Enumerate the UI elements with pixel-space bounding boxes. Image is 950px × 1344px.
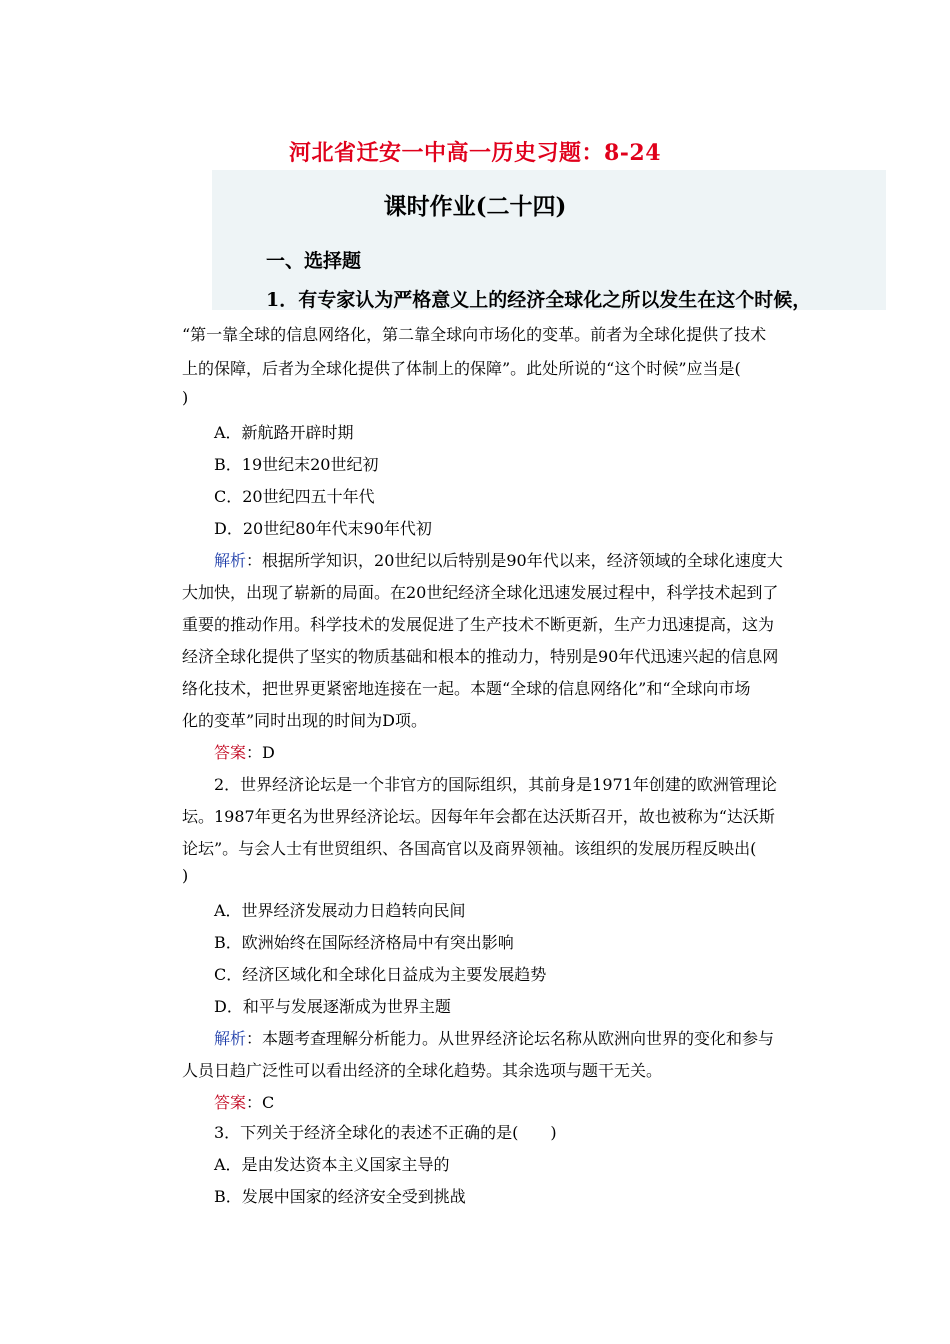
q2-analysis-line: 人员日趋广泛性可以看出经济的全球化趋势。其余选项与题干无关。 xyxy=(182,1061,663,1080)
q3-option-a: A．是由发达资本主义国家主导的 xyxy=(214,1155,450,1174)
answer-label: 答案 xyxy=(214,743,247,762)
q1-analysis-line: 重要的推动作用。科学技术的发展促进了生产技术不断更新，生产力迅速提高，这为 xyxy=(182,615,775,634)
q3-stem: 3．下列关于经济全球化的表述不正确的是( ) xyxy=(214,1123,557,1142)
analysis-label: 解析 xyxy=(214,1029,247,1048)
q1-answer xyxy=(214,740,275,763)
q1-option-a: A．新航路开辟时期 xyxy=(214,423,354,442)
answer-text: ：C xyxy=(246,1093,275,1112)
page-subtitle: 课时作业(二十四) xyxy=(383,193,567,220)
analysis-text: ：本题考查理解分析能力。从世界经济论坛名称从欧洲向世界的变化和参与 xyxy=(246,1029,775,1048)
q1-stem-line: “第一靠全球的信息网络化，第二靠全球向市场化的变革。前者为全球化提供了技术 xyxy=(182,325,767,344)
q1-stem-line: 上的保障，后者为全球化提供了体制上的保障”。此处所说的“这个时候”应当是( xyxy=(182,359,741,378)
analysis-text: ：根据所学知识，20世纪以后特别是90年代以来，经济领域的全球化速度大 xyxy=(246,551,783,570)
q1-analysis-line xyxy=(214,548,783,571)
q1-analysis-line: 大加快，出现了崭新的局面。在20世纪经济全球化迅速发展过程中，科学技术起到了 xyxy=(182,583,779,602)
q1-option-d: D．20世纪80年代末90年代初 xyxy=(214,519,432,538)
q2-stem-line: 论坛”。与会人士有世贸组织、各国高官以及商界领袖。该组织的发展历程反映出( xyxy=(182,839,757,858)
section-heading: 一、选择题 xyxy=(266,250,362,272)
q2-stem-line: ) xyxy=(182,866,189,885)
answer-label: 答案 xyxy=(214,1093,247,1112)
q2-stem-line: 2．世界经济论坛是一个非官方的国际组织，其前身是1971年创建的欧洲管理论 xyxy=(214,775,777,794)
q2-analysis-line xyxy=(214,1026,774,1049)
q2-option-a: A．世界经济发展动力日趋转向民间 xyxy=(214,901,466,920)
q1-analysis-line: 络化技术，把世界更紧密地连接在一起。本题“全球的信息网络化”和“全球向市场 xyxy=(182,679,751,698)
q2-stem-line: 坛。1987年更名为世界经济论坛。因每年年会都在达沃斯召开，故也被称为“达沃斯 xyxy=(182,807,775,826)
q1-option-b: B．19世纪末20世纪初 xyxy=(214,455,379,474)
q1-lead: 1．有专家认为严格意义上的经济全球化之所以发生在这个时候， xyxy=(266,289,812,311)
q2-answer xyxy=(214,1090,274,1113)
q2-option-c: C．经济区域化和全球化日益成为主要发展趋势 xyxy=(214,965,547,984)
answer-text: ：D xyxy=(246,743,275,762)
q1-option-c: C．20世纪四五十年代 xyxy=(214,487,375,506)
q1-analysis-line: 经济全球化提供了坚实的物质基础和根本的推动力，特别是90年代迅速兴起的信息网 xyxy=(182,647,779,666)
analysis-label: 解析 xyxy=(214,551,247,570)
q2-option-d: D．和平与发展逐渐成为世界主题 xyxy=(214,997,451,1016)
page-title: 河北省迁安一中高一历史习题：8-24 xyxy=(288,140,662,166)
q1-analysis-line: 化的变革”同时出现的时间为D项。 xyxy=(182,711,428,730)
q3-option-b: B．发展中国家的经济安全受到挑战 xyxy=(214,1187,466,1206)
q2-option-b: B．欧洲始终在国际经济格局中有突出影响 xyxy=(214,933,514,952)
q1-stem-line: ) xyxy=(182,388,189,407)
